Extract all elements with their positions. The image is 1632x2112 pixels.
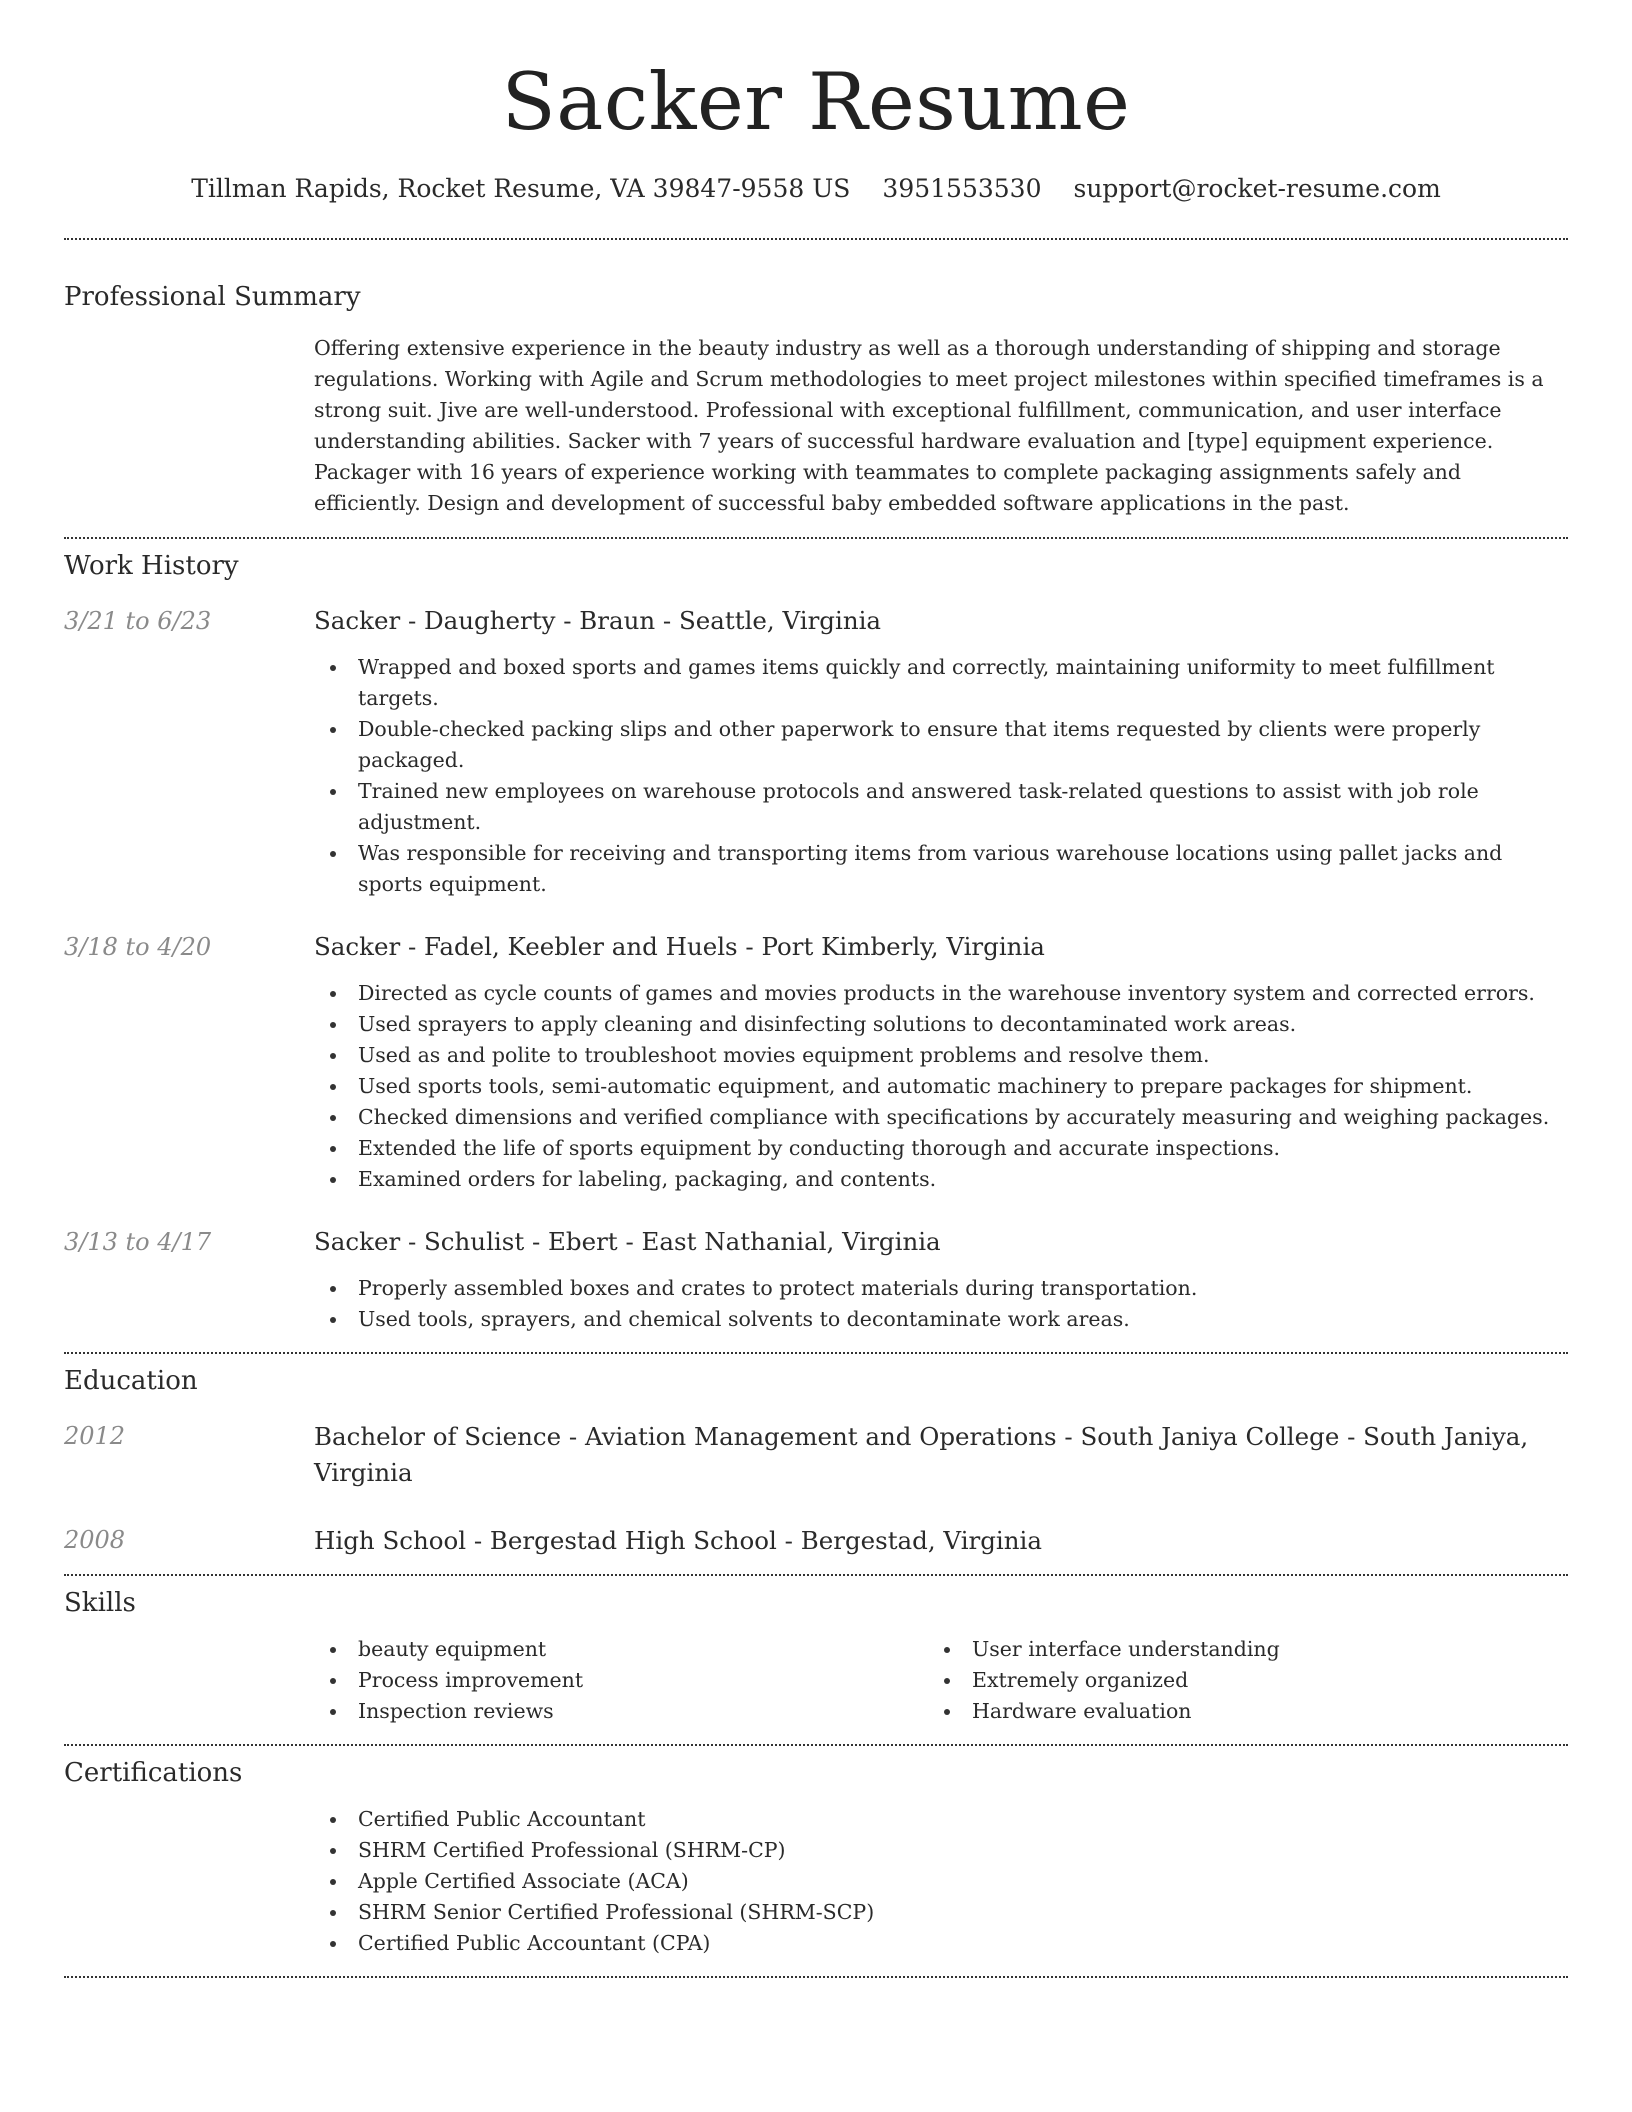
certification-item: SHRM Certified Professional (SHRM-CP) — [314, 1835, 1568, 1866]
list-item: Checked dimensions and verified compliance with specifications by accurately measuring and weighing packages. — [314, 1102, 1568, 1133]
divider — [64, 1574, 1568, 1576]
education-year: 2012 — [64, 1422, 126, 1450]
list-item: Double-checked packing slips and other paperwork to ensure that items requested by clients were properly packaged. — [314, 714, 1568, 776]
job-entry — [64, 1225, 1568, 1335]
job-entry — [64, 930, 1568, 1195]
resume-name: Sacker Resume — [501, 56, 1131, 148]
skills-list-right — [928, 1634, 1542, 1727]
section-skills — [64, 1586, 1568, 1727]
contact-line — [64, 172, 1568, 206]
job-bullets — [314, 652, 1568, 900]
skill-item: Process improvement — [314, 1665, 928, 1696]
skill-item: beauty equipment — [314, 1634, 928, 1665]
divider — [64, 537, 1568, 539]
certification-item: Certified Public Accountant (CPA) — [314, 1928, 1568, 1959]
list-item: Extended the life of sports equipment by conducting thorough and accurate inspections. — [314, 1133, 1568, 1164]
section-title-summary: Professional Summary — [64, 282, 361, 312]
job-entry — [64, 604, 1568, 900]
job-heading: Sacker - Schulist - Ebert - East Nathanial, Virginia — [314, 1227, 941, 1256]
contact-address: Tillman Rapids, Rocket Resume, VA 39847-9558 US — [191, 174, 851, 203]
divider — [64, 1744, 1568, 1746]
list-item: Examined orders for labeling, packaging, and contents. — [314, 1164, 1568, 1195]
list-item: Used tools, sprayers, and chemical solvents to decontaminate work areas. — [314, 1304, 1568, 1335]
list-item: Properly assembled boxes and crates to protect materials during transportation. — [314, 1273, 1568, 1304]
section-title-skills: Skills — [64, 1588, 136, 1618]
education-entry — [64, 1523, 1568, 1559]
section-work-history — [64, 549, 1568, 1335]
job-dates: 3/21 to 6/23 — [64, 607, 212, 635]
section-certifications — [64, 1756, 1568, 1959]
list-item: Wrapped and boxed sports and games items quickly and correctly, maintaining uniformity to meet fulfillment targets. — [314, 652, 1568, 714]
education-entry — [64, 1419, 1568, 1491]
section-summary — [64, 280, 1568, 519]
skill-item: Inspection reviews — [314, 1696, 928, 1727]
list-item: Used as and polite to troubleshoot movies equipment problems and resolve them. — [314, 1040, 1568, 1071]
certification-item: SHRM Senior Certified Professional (SHRM-SCP) — [314, 1897, 1568, 1928]
contact-phone: 3951553530 — [882, 174, 1042, 203]
education-heading: Bachelor of Science - Aviation Management and Operations - South Janiya College - South Janiya, Virginia — [314, 1422, 1529, 1487]
skills-grid — [64, 1620, 1568, 1727]
contact-email: support@rocket-resume.com — [1073, 174, 1441, 203]
job-bullets — [314, 1273, 1568, 1335]
job-dates: 3/13 to 4/17 — [64, 1228, 212, 1256]
skill-item: User interface understanding — [928, 1634, 1542, 1665]
job-heading: Sacker - Daugherty - Braun - Seattle, Virginia — [314, 606, 882, 635]
job-bullets — [314, 978, 1568, 1195]
divider — [64, 1352, 1568, 1354]
divider — [64, 1976, 1568, 1978]
certification-item: Apple Certified Associate (ACA) — [314, 1866, 1568, 1897]
section-title-certifications: Certifications — [64, 1758, 243, 1788]
education-heading: High School - Bergestad High School - Bergestad, Virginia — [314, 1526, 1042, 1555]
section-education — [64, 1364, 1568, 1559]
skill-item: Hardware evaluation — [928, 1696, 1542, 1727]
skill-item: Extremely organized — [928, 1665, 1542, 1696]
list-item: Trained new employees on warehouse protocols and answered task-related questions to assist with job role adjustment. — [314, 776, 1568, 838]
certification-item: Certified Public Accountant — [314, 1804, 1568, 1835]
skills-list-left — [314, 1634, 928, 1727]
job-heading: Sacker - Fadel, Keebler and Huels - Port Kimberly, Virginia — [314, 932, 1045, 961]
job-dates: 3/18 to 4/20 — [64, 933, 212, 961]
list-item: Directed as cycle counts of games and movies products in the warehouse inventory system and corrected errors. — [314, 978, 1568, 1009]
summary-text: Offering extensive experience in the beauty industry as well as a thorough understanding of shipping and storage regulations. Working with Agile and Scrum methodologies to meet project milestones within specified timeframes is a strong suit. Jive are well-understood. Professional with exceptional fulfillment, communication, and user interface understanding abilities. Sacker with 7 years of successful hardware evaluation and [type] equipment experience. Packager with 16 years of experience working with teammates to complete packaging assignments safely and efficiently. Design and development of successful baby embedded software applications in the past. — [314, 336, 1544, 515]
section-title-work: Work History — [64, 551, 239, 581]
certifications-list — [64, 1804, 1568, 1959]
section-title-education: Education — [64, 1366, 198, 1396]
list-item: Used sports tools, semi-automatic equipment, and automatic machinery to prepare packages for shipment. — [314, 1071, 1568, 1102]
resume-page — [64, 0, 1568, 1978]
list-item: Was responsible for receiving and transporting items from various warehouse locations using pallet jacks and sports equipment. — [314, 838, 1568, 900]
list-item: Used sprayers to apply cleaning and disinfecting solutions to decontaminated work areas. — [314, 1009, 1568, 1040]
education-year: 2008 — [64, 1526, 126, 1554]
divider — [64, 238, 1568, 240]
